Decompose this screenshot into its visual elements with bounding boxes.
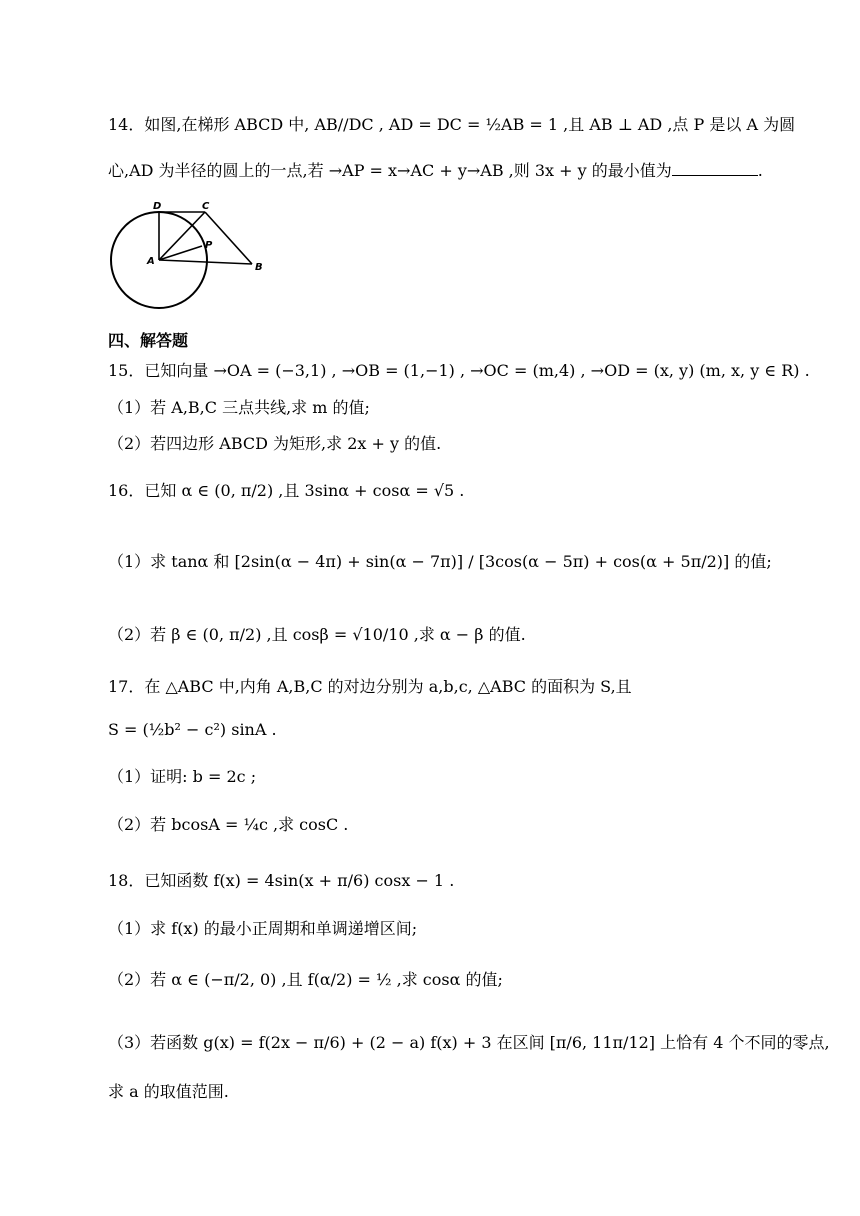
q17-part1: （1）证明: b = 2c ; [108, 767, 257, 786]
q18-part3: （3）若函数 g(x) = f(2x − π/6) + (2 − a) f(x) + 3 在区间 [π/6, 11π/12] 上恰有 4 个不同的零点, [108, 1033, 830, 1052]
label-P: P [205, 240, 213, 251]
trapezoid-circle-figure [104, 198, 276, 314]
q17-part2: （2）若 bcosA = ¼c ,求 cosC . [108, 815, 349, 834]
q17-stem-line1: 17．在 △ABC 中,内角 A,B,C 的对边分别为 a,b,c, △ABC 的面积为 S,且 [108, 677, 632, 696]
q14-line2: 心,AD 为半径的圆上的一点,若 →AP = x→AC + y→AB ,则 3x + y 的最小值为 . [108, 161, 763, 180]
q14-line1: 14．如图,在梯形 ABCD 中, AB//DC , AD = DC = ½AB = 1 ,且 AB ⊥ AD ,点 P 是以 A 为圆 [108, 115, 796, 134]
q18-part2: （2）若 α ∈ (−π/2, 0) ,且 f(α/2) = ½ ,求 cosα 的值; [108, 970, 503, 989]
q18-part1: （1）求 f(x) 的最小正周期和单调递增区间; [108, 919, 418, 938]
answer-blank [672, 161, 758, 176]
q18-stem: 18．已知函数 f(x) = 4sin(x + π/6) cosx − 1 . [108, 871, 455, 890]
section-title: 四、解答题 [108, 331, 189, 350]
q17-stem-line2: S = (½b² − c²) sinA . [108, 720, 277, 739]
label-D: D [153, 201, 162, 212]
label-A: A [147, 256, 155, 267]
q15-stem: 15．已知向量 →OA = (−3,1) , →OB = (1,−1) , →OC = (m,4) , →OD = (x, y) (m, x, y ∈ R) . [108, 361, 810, 380]
q16-part2: （2）若 β ∈ (0, π/2) ,且 cosβ = √10/10 ,求 α − β 的值. [108, 625, 526, 644]
segment-AB [159, 260, 252, 264]
q15-part1: （1）若 A,B,C 三点共线,求 m 的值; [108, 398, 370, 417]
q16-part1: （1）求 tanα 和 [2sin(α − 4π) + sin(α − 7π)] / [3cos(α − 5π) + cos(α + 5π/2)] 的值; [108, 552, 772, 571]
q18-part3-cont: 求 a 的取值范围. [108, 1082, 229, 1101]
label-B: B [255, 262, 263, 273]
segment-CB [205, 212, 252, 264]
q15-part2: （2）若四边形 ABCD 为矩形,求 2x + y 的值. [108, 434, 442, 453]
q16-stem: 16．已知 α ∈ (0, π/2) ,且 3sinα + cosα = √5 . [108, 481, 465, 500]
label-C: C [202, 201, 210, 212]
